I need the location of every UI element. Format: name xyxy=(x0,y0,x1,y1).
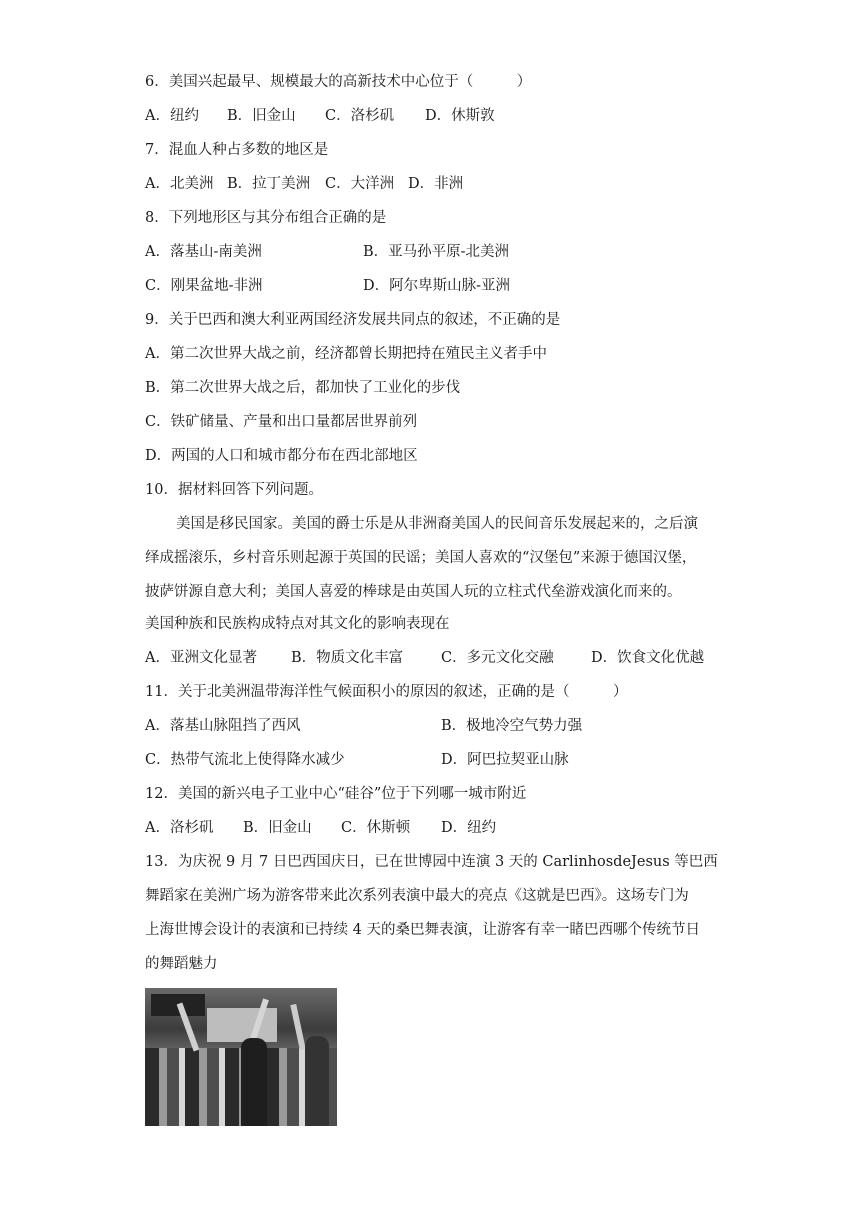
q7-option-c: C．大洋洲 xyxy=(325,176,395,192)
q12-stem: 12．美国的新兴电子工业中心“硅谷”位于下列哪一城市附近 xyxy=(145,786,527,802)
q13-line-3: 上海世博会设计的表演和已持续 4 天的桑巴舞表演，让游客有幸一睹巴西哪个传统节日 xyxy=(145,922,700,938)
q6-option-d: D．休斯敦 xyxy=(425,108,495,124)
q11-option-a: A．落基山脉阻挡了西风 xyxy=(145,718,301,734)
q8-stem: 8．下列地形区与其分布组合正确的是 xyxy=(145,210,387,226)
q7-stem: 7．混血人种占多数的地区是 xyxy=(145,142,329,158)
q10-stem: 10．据材料回答下列问题。 xyxy=(145,482,323,498)
q10-option-a: A．亚洲文化显著 xyxy=(145,650,257,666)
q9-stem: 9．关于巴西和澳大利亚两国经济发展共同点的叙述，不正确的是 xyxy=(145,312,561,328)
q8-option-a: A．落基山-南美洲 xyxy=(145,244,262,260)
q12-option-b: B．旧金山 xyxy=(243,820,312,836)
q10-option-d: D．饮食文化优越 xyxy=(591,650,705,666)
q9-option-a: A．第二次世界大战之前，经济都曾长期把持在殖民主义者手中 xyxy=(145,346,547,362)
q13-line-4: 的舞蹈魅力 xyxy=(145,956,218,972)
q11-option-b: B．极地冷空气势力强 xyxy=(441,718,583,734)
q6-stem: 6．美国兴起最早、规模最大的高新技术中心位于（ ） xyxy=(145,74,532,90)
q11-option-d: D．阿巴拉契亚山脉 xyxy=(441,752,569,768)
q10-option-c: C．多元文化交融 xyxy=(441,650,554,666)
q10-material-line-1: 美国是移民国家。美国的爵士乐是从非洲裔美国人的民间音乐发展起来的，之后演 xyxy=(176,516,698,532)
q6-option-a: A．纽约 xyxy=(145,108,199,124)
q11-option-c: C．热带气流北上使得降水减少 xyxy=(145,752,345,768)
samba-dance-photo xyxy=(145,988,337,1126)
q10-question: 美国种族和民族构成特点对其文化的影响表现在 xyxy=(145,616,450,632)
q10-option-b: B．物质文化丰富 xyxy=(291,650,404,666)
q9-option-b: B．第二次世界大战之后，都加快了工业化的步伐 xyxy=(145,380,461,396)
q8-option-d: D．阿尔卑斯山脉-亚洲 xyxy=(363,278,511,294)
q6-option-c: C．洛杉矶 xyxy=(325,108,395,124)
q11-stem: 11．关于北美洲温带海洋性气候面积小的原因的叙述，正确的是（ ） xyxy=(145,684,628,700)
q10-material-line-3: 披萨饼源自意大利；美国人喜爱的棒球是由英国人玩的立柱式代垒游戏演化而来的。 xyxy=(145,584,682,600)
q9-option-d: D．两国的人口和城市都分布在西北部地区 xyxy=(145,448,418,464)
q7-option-b: B．拉丁美洲 xyxy=(227,176,311,192)
q6-option-b: B．旧金山 xyxy=(227,108,296,124)
q8-option-b: B．亚马孙平原-北美洲 xyxy=(363,244,510,260)
q8-option-c: C．刚果盆地-非洲 xyxy=(145,278,263,294)
q7-option-a: A．北美洲 xyxy=(145,176,214,192)
q10-material-line-2: 绎成摇滚乐，乡村音乐则起源于英国的民谣；美国人喜欢的“汉堡包”来源于德国汉堡， xyxy=(145,550,697,566)
q7-option-d: D．非洲 xyxy=(408,176,464,192)
q9-option-c: C．铁矿储量、产量和出口量都居世界前列 xyxy=(145,414,418,430)
q12-option-a: A．洛杉矶 xyxy=(145,820,214,836)
q12-option-c: C．休斯顿 xyxy=(341,820,411,836)
q13-line-1: 13．为庆祝 9 月 7 日巴西国庆日，已在世博园中连演 3 天的 CarlinhosdeJesus 等巴西 xyxy=(145,854,718,870)
q12-option-d: D．纽约 xyxy=(441,820,497,836)
q13-line-2: 舞蹈家在美洲广场为游客带来此次系列表演中最大的亮点《这就是巴西》。这场专门为 xyxy=(145,888,689,904)
